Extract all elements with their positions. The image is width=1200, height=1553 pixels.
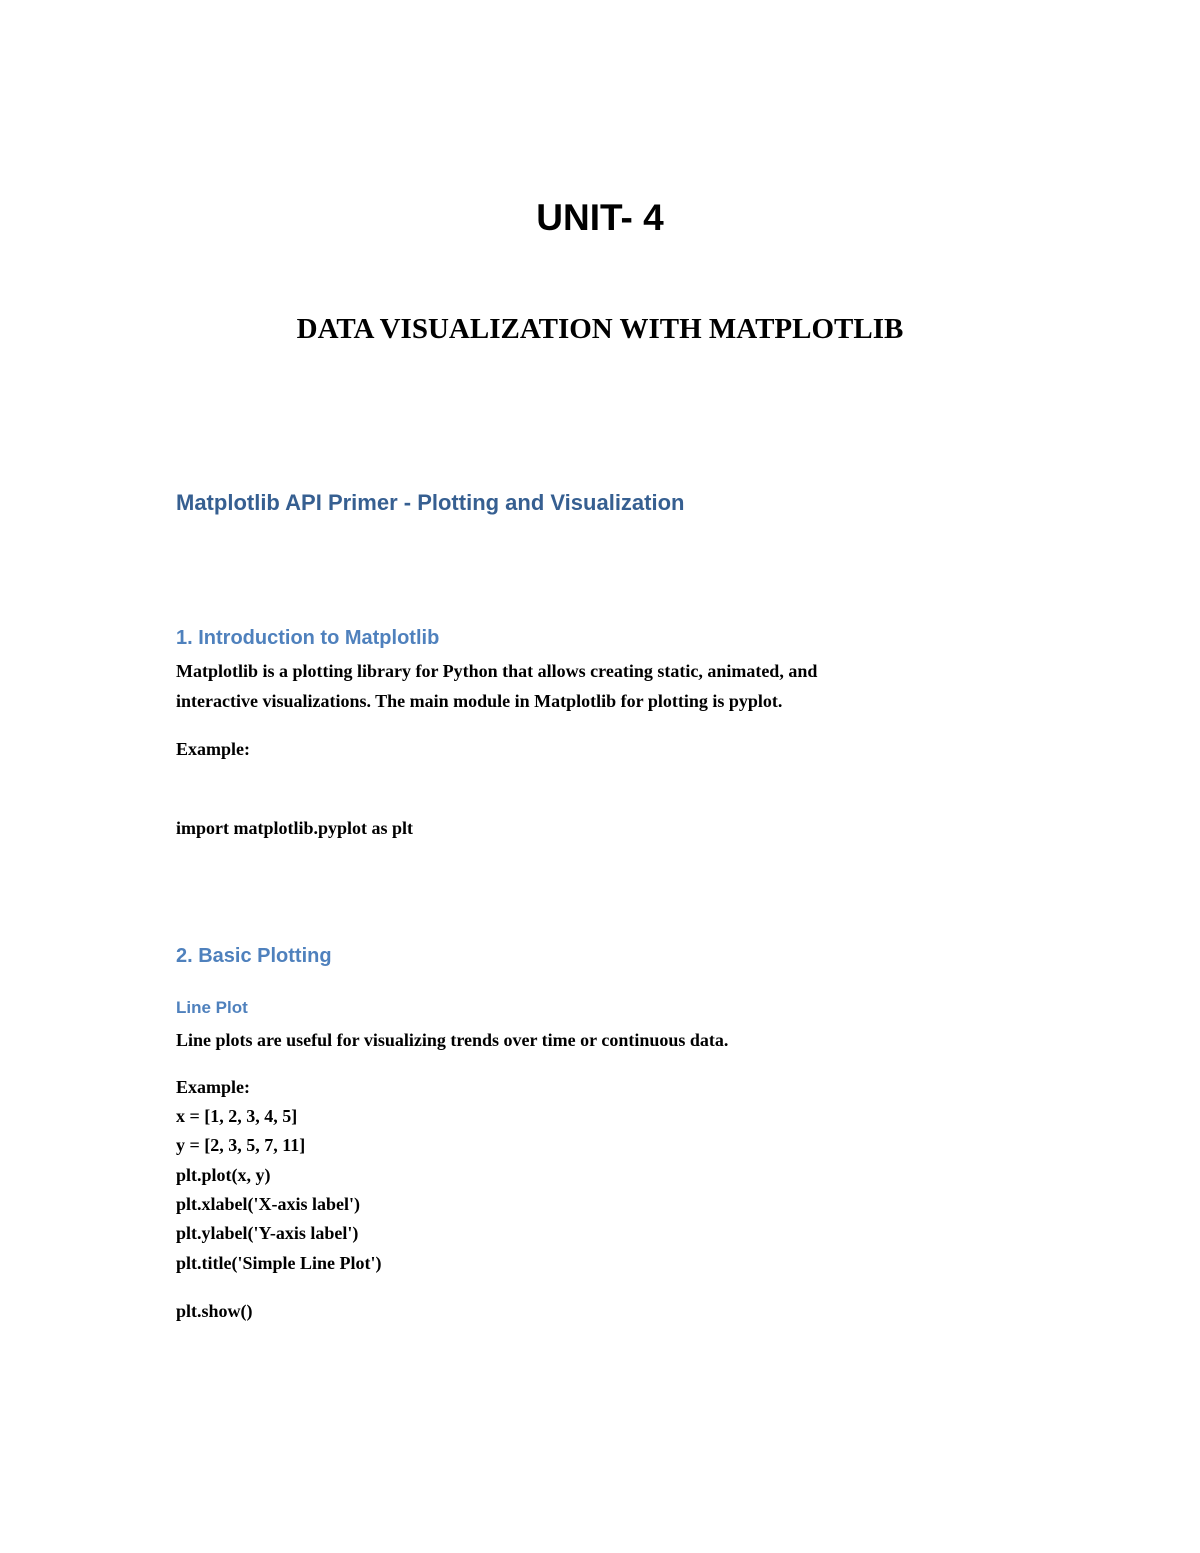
primer-heading: Matplotlib API Primer - Plotting and Visualization: [176, 490, 685, 515]
code-line: y = [2, 3, 5, 7, 11]: [176, 1135, 306, 1155]
section-1-example-label: Example:: [176, 739, 250, 759]
section-1-code-line: import matplotlib.pyplot as plt: [176, 818, 414, 838]
code-line: x = [1, 2, 3, 4, 5]: [176, 1106, 298, 1126]
code-line: plt.title('Simple Line Plot'): [176, 1253, 382, 1273]
document-title: DATA VISUALIZATION WITH MATPLOTLIB: [296, 313, 904, 345]
section-2-heading: 2. Basic Plotting: [176, 945, 332, 967]
code-line: plt.ylabel('Y-axis label'): [176, 1223, 359, 1243]
section-1-paragraph-line-1: Matplotlib is a plotting library for Python that allows creating static, animated, and: [176, 661, 818, 681]
section-2-example-label: Example:: [176, 1077, 250, 1097]
code-line-show: plt.show(): [176, 1301, 253, 1321]
section-1-paragraph-line-2: interactive visualizations. The main module in Matplotlib for plotting is pyplot.: [176, 691, 783, 711]
code-line: plt.xlabel('X-axis label'): [176, 1194, 360, 1214]
code-line: plt.plot(x, y): [176, 1165, 271, 1185]
unit-title: UNIT- 4: [536, 197, 664, 238]
line-plot-subheading: Line Plot: [176, 998, 248, 1017]
section-1-heading: 1. Introduction to Matplotlib: [176, 627, 440, 649]
section-2-paragraph: Line plots are useful for visualizing trends over time or continuous data.: [176, 1030, 729, 1050]
